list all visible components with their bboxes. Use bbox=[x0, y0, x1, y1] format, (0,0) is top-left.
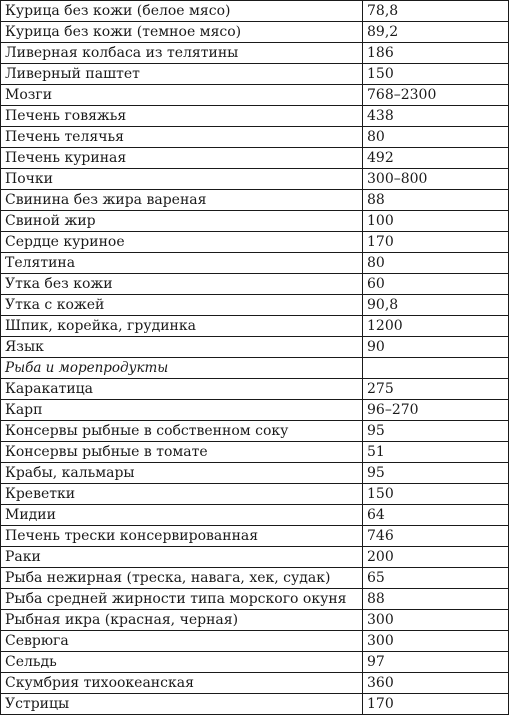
product-name-cell: Свинина без жира вареная bbox=[1, 190, 363, 211]
product-name-cell: Утка с кожей bbox=[1, 295, 363, 316]
product-name-cell: Креветки bbox=[1, 484, 363, 505]
table-row bbox=[1, 253, 509, 274]
value-cell: 51 bbox=[363, 442, 509, 463]
value-cell: 150 bbox=[363, 64, 509, 85]
table-row bbox=[1, 190, 509, 211]
value-cell: 300 bbox=[363, 610, 509, 631]
table-row bbox=[1, 652, 509, 673]
table-body bbox=[1, 1, 509, 715]
value-cell: 186 bbox=[363, 43, 509, 64]
table-row bbox=[1, 316, 509, 337]
value-cell: 300 bbox=[363, 631, 509, 652]
table-row bbox=[1, 526, 509, 547]
table-row bbox=[1, 631, 509, 652]
table-row bbox=[1, 568, 509, 589]
product-name-cell: Рыба нежирная (треска, навага, хек, судак) bbox=[1, 568, 363, 589]
product-name-cell: Рыбная икра (красная, черная) bbox=[1, 610, 363, 631]
table-row bbox=[1, 610, 509, 631]
product-name-cell: Сельдь bbox=[1, 652, 363, 673]
product-name-cell: Курица без кожи (белое мясо) bbox=[1, 1, 363, 22]
product-name-cell: Печень трески консервированная bbox=[1, 526, 363, 547]
table-row bbox=[1, 694, 509, 715]
value-cell: 65 bbox=[363, 568, 509, 589]
value-cell: 97 bbox=[363, 652, 509, 673]
value-cell: 88 bbox=[363, 589, 509, 610]
product-name-cell: Раки bbox=[1, 547, 363, 568]
product-name-cell: Крабы, кальмары bbox=[1, 463, 363, 484]
section-header-row bbox=[1, 358, 509, 379]
product-name-cell: Почки bbox=[1, 169, 363, 190]
product-name-cell: Консервы рыбные в томате bbox=[1, 442, 363, 463]
value-cell: 170 bbox=[363, 232, 509, 253]
table-row bbox=[1, 106, 509, 127]
table-row bbox=[1, 421, 509, 442]
section-empty-cell bbox=[363, 358, 509, 379]
product-name-cell: Печень телячья bbox=[1, 127, 363, 148]
table-row bbox=[1, 64, 509, 85]
product-name-cell: Мозги bbox=[1, 85, 363, 106]
product-name-cell: Сердце куриное bbox=[1, 232, 363, 253]
value-cell: 78,8 bbox=[363, 1, 509, 22]
table-row bbox=[1, 232, 509, 253]
value-cell: 89,2 bbox=[363, 22, 509, 43]
table-row bbox=[1, 274, 509, 295]
product-name-cell: Карп bbox=[1, 400, 363, 421]
table-row bbox=[1, 673, 509, 694]
table-row bbox=[1, 148, 509, 169]
value-cell: 100 bbox=[363, 211, 509, 232]
product-name-cell: Печень говяжья bbox=[1, 106, 363, 127]
value-cell: 768–2300 bbox=[363, 85, 509, 106]
table-row bbox=[1, 463, 509, 484]
value-cell: 64 bbox=[363, 505, 509, 526]
value-cell: 492 bbox=[363, 148, 509, 169]
value-cell: 90,8 bbox=[363, 295, 509, 316]
value-cell: 95 bbox=[363, 463, 509, 484]
value-cell: 746 bbox=[363, 526, 509, 547]
table-row bbox=[1, 211, 509, 232]
product-name-cell: Шпик, корейка, грудинка bbox=[1, 316, 363, 337]
value-cell: 360 bbox=[363, 673, 509, 694]
product-name-cell: Каракатица bbox=[1, 379, 363, 400]
product-name-cell: Скумбрия тихоокеанская bbox=[1, 673, 363, 694]
value-cell: 80 bbox=[363, 127, 509, 148]
product-name-cell: Ливерный паштет bbox=[1, 64, 363, 85]
value-cell: 1200 bbox=[363, 316, 509, 337]
section-header-fish-seafood: Рыба и морепродукты bbox=[1, 358, 363, 379]
product-name-cell: Консервы рыбные в собственном соку bbox=[1, 421, 363, 442]
table-row bbox=[1, 442, 509, 463]
product-name-cell: Устрицы bbox=[1, 694, 363, 715]
value-cell: 88 bbox=[363, 190, 509, 211]
table-row bbox=[1, 295, 509, 316]
table-row bbox=[1, 400, 509, 421]
value-cell: 80 bbox=[363, 253, 509, 274]
value-cell: 438 bbox=[363, 106, 509, 127]
table-row bbox=[1, 337, 509, 358]
product-name-cell: Телятина bbox=[1, 253, 363, 274]
value-cell: 170 bbox=[363, 694, 509, 715]
value-cell: 300–800 bbox=[363, 169, 509, 190]
value-cell: 90 bbox=[363, 337, 509, 358]
table-row bbox=[1, 547, 509, 568]
product-name-cell: Свиной жир bbox=[1, 211, 363, 232]
product-name-cell: Ливерная колбаса из телятины bbox=[1, 43, 363, 64]
value-cell: 275 bbox=[363, 379, 509, 400]
value-cell: 95 bbox=[363, 421, 509, 442]
table-row bbox=[1, 589, 509, 610]
table-row bbox=[1, 43, 509, 64]
table-row bbox=[1, 127, 509, 148]
table-row bbox=[1, 1, 509, 22]
product-name-cell: Мидии bbox=[1, 505, 363, 526]
product-name-cell: Курица без кожи (темное мясо) bbox=[1, 22, 363, 43]
product-name-cell: Рыба средней жирности типа морского окуня bbox=[1, 589, 363, 610]
table-row bbox=[1, 85, 509, 106]
table-row bbox=[1, 505, 509, 526]
table-row bbox=[1, 169, 509, 190]
table-row bbox=[1, 379, 509, 400]
value-cell: 96–270 bbox=[363, 400, 509, 421]
product-name-cell: Печень куриная bbox=[1, 148, 363, 169]
product-name-cell: Севрюга bbox=[1, 631, 363, 652]
value-cell: 60 bbox=[363, 274, 509, 295]
product-name-cell: Утка без кожи bbox=[1, 274, 363, 295]
value-cell: 150 bbox=[363, 484, 509, 505]
table-row bbox=[1, 484, 509, 505]
value-cell: 200 bbox=[363, 547, 509, 568]
table-row bbox=[1, 22, 509, 43]
product-name-cell: Язык bbox=[1, 337, 363, 358]
